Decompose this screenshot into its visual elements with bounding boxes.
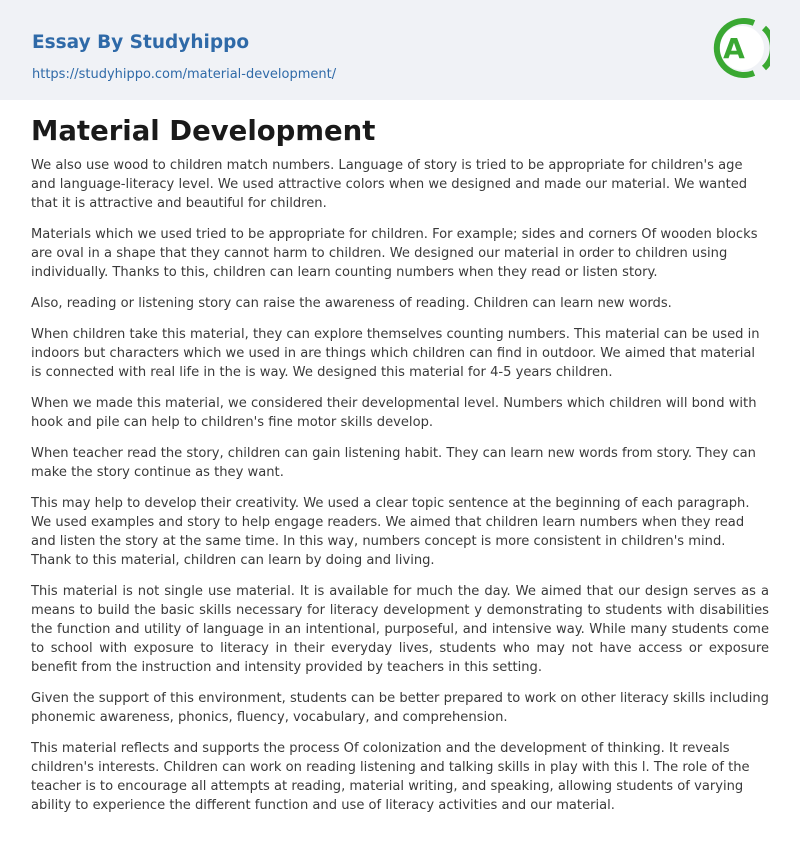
paragraph-8: This material is not single use material. It is available for much the day. We aimed that our design serves as a means to build the basic skills necessary for literacy development y demonstrating to students with disabilities the function and utility of language in an intentional, purposeful, and intensive way. While many students come to school with exposure to literacy in their everyday lives, students who may not have access or exposure benefit from the instruction and intensity provided by teachers in this setting.: [31, 584, 769, 675]
paragraph-10: This material reflects and supports the process Of colonization and the development of thinking. It reveals children's interests. Children can work on reading listening and talking skills in play with this l. The role of the teacher is to encourage all attempts at reading, material writing, and speaking, allowing students of varying ability to experience the different function and use of literacy activities and our material.: [31, 741, 750, 813]
essay-url-link[interactable]: https://studyhippo.com/material-development/: [32, 67, 337, 82]
site-brand[interactable]: Essay By Studyhippo: [32, 32, 250, 53]
paragraph-4: When children take this material, they can explore themselves counting numbers. This material can be used in indoors but characters which we used in are things which children can find in outdoor. We aimed that material is connected with real life in the is way. We designed this material for 4-5 years children.: [31, 327, 760, 380]
paragraph-5: When we made this material, we considered their developmental level. Numbers which children will bond with hook and pile can help to children's fine motor skills develop.: [31, 396, 757, 430]
paragraph-3: Also, reading or listening story can raise the awareness of reading. Children can learn new words.: [31, 296, 672, 311]
paragraph-6: When teacher read the story, children can gain listening habit. They can learn new words from story. They can make the story continue as they want.: [31, 446, 756, 480]
paragraph-1: We also use wood to children match numbers. Language of story is tried to be appropriate for children's age and language-literacy level. We used attractive colors when we designed and made our material. We wanted that it is attractive and beautiful for children.: [31, 158, 748, 211]
logo-letter: A: [723, 32, 745, 65]
paragraph-7: This may help to develop their creativity. We used a clear topic sentence at the beginning of each paragraph. We used examples and story to help engage readers. We aimed that children learn numbers when they read and listen the story at the same time. In this way, numbers concept is more consistent in children's mind. Thank to this material, children can learn by doing and living.: [31, 496, 750, 568]
paragraph-9: Given the support of this environment, students can be better prepared to work on other literacy skills including phonemic awareness, phonics, fluency, vocabulary, and comprehension.: [31, 691, 769, 725]
studyhippo-logo-icon[interactable]: [712, 14, 770, 82]
article: [0, 100, 800, 815]
site-header: [0, 0, 800, 100]
paragraph-2: Materials which we used tried to be appropriate for children. For example; sides and corners Of wooden blocks are oval in a shape that they cannot harm to children. We designed our material in order to children using individually. Thanks to this, children can learn counting numbers when they read or listen story.: [31, 227, 758, 280]
page-title: Material Development: [31, 115, 376, 147]
